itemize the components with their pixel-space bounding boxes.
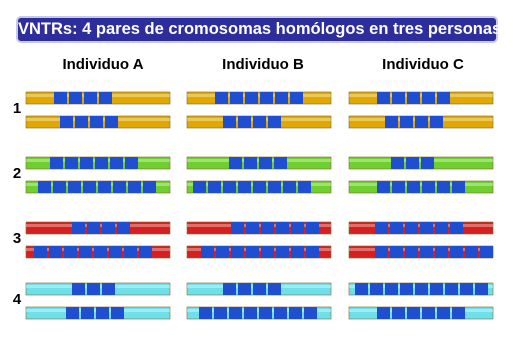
chromosome-highlight (349, 183, 493, 186)
chromosome-p1-ind3-r1 (349, 92, 493, 104)
vntr-repeat-block (102, 222, 115, 234)
vntr-repeat-block (60, 116, 73, 128)
pair-label-3: 3 (12, 230, 22, 247)
vntr-repeat-block (113, 181, 126, 193)
vntr-repeat-block (407, 181, 420, 193)
vntr-repeat-block (377, 307, 390, 319)
vntr-repeat-block (420, 222, 433, 234)
vntr-repeat-block (289, 307, 302, 319)
vntr-repeat-block (452, 307, 465, 319)
vntr-repeat-block (111, 307, 124, 319)
title-text: VNTRs: 4 pares de cromosomas homólogos en tres personas (18, 20, 502, 38)
vntr-repeat-block (370, 283, 383, 295)
vntr-repeat-block (98, 181, 111, 193)
vntr-repeat-block (79, 246, 92, 258)
chromosome-p3-ind1-r1 (26, 222, 170, 234)
vntr-repeat-block (229, 157, 242, 169)
vntr-repeat-block (87, 283, 100, 295)
vntr-repeat-block (377, 181, 390, 193)
chromosome-p2-ind1-r2 (26, 181, 170, 193)
vntr-repeat-block (385, 283, 398, 295)
vntr-repeat-block (437, 181, 450, 193)
vntr-repeat-block (422, 181, 435, 193)
vntr-repeat-block (291, 246, 304, 258)
vntr-repeat-block (392, 307, 405, 319)
vntr-repeat-block (66, 307, 79, 319)
chromosome-p2-ind1-r1 (26, 157, 170, 169)
vntr-repeat-block (231, 222, 244, 234)
vntr-repeat-block (223, 116, 236, 128)
vntr-repeat-block (421, 157, 434, 169)
vntr-repeat-block (391, 157, 404, 169)
chromosome-p3-ind2-r1 (187, 222, 331, 234)
vntr-repeat-block (238, 116, 251, 128)
vntr-repeat-block (415, 283, 428, 295)
vntr-repeat-block (53, 181, 66, 193)
vntr-repeat-block (392, 181, 405, 193)
pair-label-4: 4 (12, 291, 22, 308)
vntr-repeat-block (72, 283, 85, 295)
vntr-repeat-block (193, 181, 206, 193)
vntr-repeat-block (230, 92, 243, 104)
chromosome-p3-ind1-r2 (26, 246, 170, 258)
chromosome-p1-ind2-r1 (187, 92, 331, 104)
chromosome-p3-ind3-r2 (349, 246, 493, 258)
vntr-repeat-block (390, 222, 403, 234)
vntr-repeat-block (68, 181, 81, 193)
vntr-repeat-block (475, 283, 488, 295)
vntr-repeat-block (128, 181, 141, 193)
vntr-repeat-block (306, 222, 319, 234)
chromosome-p3-ind2-r2 (187, 246, 331, 258)
vntr-repeat-block (105, 116, 118, 128)
chromosome-p4-ind1-r2 (26, 307, 170, 319)
chromosome-highlight (349, 309, 493, 312)
vntr-repeat-block (72, 222, 85, 234)
vntr-repeat-block (355, 283, 368, 295)
vntr-repeat-block (244, 307, 257, 319)
chromosome-highlight (187, 94, 331, 97)
chromosome-p2-ind3-r1 (349, 157, 493, 169)
vntr-repeat-block (460, 283, 473, 295)
vntr-repeat-block (245, 92, 258, 104)
vntr-repeat-block (261, 222, 274, 234)
vntr-repeat-block (54, 92, 67, 104)
vntr-repeat-block (422, 92, 435, 104)
vntr-repeat-block (253, 283, 266, 295)
chromosome-p1-ind1-r1 (26, 92, 170, 104)
vntr-repeat-block (95, 157, 108, 169)
vntr-repeat-block (84, 92, 97, 104)
vntr-repeat-block (231, 246, 244, 258)
vntr-repeat-block (375, 246, 388, 258)
chromosome-p4-ind2-r1 (187, 283, 331, 295)
vntr-repeat-block (214, 307, 227, 319)
vntr-repeat-block (75, 116, 88, 128)
vntr-repeat-block (437, 307, 450, 319)
chromosome-bar (26, 92, 170, 104)
vntr-repeat-block (298, 181, 311, 193)
vntr-repeat-block (125, 157, 138, 169)
chromosome-p2-ind3-r2 (349, 181, 493, 193)
vntr-repeat-block (102, 283, 115, 295)
vntr-repeat-block (143, 181, 156, 193)
vntr-repeat-block (407, 307, 420, 319)
vntr-repeat-block (253, 116, 266, 128)
pair-label-2: 2 (12, 165, 22, 182)
vntr-repeat-block (445, 283, 458, 295)
chromosome-bar (349, 181, 493, 193)
vntr-repeat-block (261, 246, 274, 258)
vntr-repeat-block (377, 92, 390, 104)
chromosome-p4-ind3-r1 (349, 283, 493, 295)
vntr-repeat-block (430, 283, 443, 295)
vntr-repeat-block (38, 181, 51, 193)
vntr-repeat-block (124, 246, 137, 258)
vntr-repeat-block (244, 157, 257, 169)
vntr-repeat-block (201, 246, 214, 258)
column-header-c: Individuo C (382, 56, 464, 73)
chromosome-bar (349, 92, 493, 104)
chromosome-highlight (26, 94, 170, 97)
vntr-repeat-block (415, 116, 428, 128)
chromosome-p4-ind3-r2 (349, 307, 493, 319)
vntr-repeat-block (223, 181, 236, 193)
vntr-repeat-block (90, 116, 103, 128)
chromosome-p4-ind1-r1 (26, 283, 170, 295)
vntr-repeat-block (435, 222, 448, 234)
vntr-repeat-block (392, 92, 405, 104)
vntr-repeat-block (276, 246, 289, 258)
pair-label-1: 1 (12, 100, 22, 117)
vntr-repeat-block (229, 307, 242, 319)
vntr-repeat-block (268, 181, 281, 193)
vntr-repeat-block (480, 246, 493, 258)
chromosome-highlight (349, 94, 493, 97)
vntr-repeat-block (34, 246, 47, 258)
vntr-repeat-block (276, 222, 289, 234)
vntr-repeat-block (385, 116, 398, 128)
vntr-repeat-block (81, 307, 94, 319)
vntr-repeat-block (117, 222, 130, 234)
vntr-repeat-block (96, 307, 109, 319)
vntr-repeat-block (407, 92, 420, 104)
vntr-repeat-block (259, 157, 272, 169)
vntr-repeat-block (253, 181, 266, 193)
vntr-repeat-block (94, 246, 107, 258)
vntr-repeat-block (406, 157, 419, 169)
vntr-repeat-block (65, 157, 78, 169)
vntr-repeat-block (405, 246, 418, 258)
vntr-repeat-block (69, 92, 82, 104)
vntr-repeat-block (216, 246, 229, 258)
column-header-a: Individuo A (62, 56, 144, 73)
vntr-repeat-block (465, 246, 478, 258)
vntr-repeat-block (80, 157, 93, 169)
vntr-repeat-block (139, 246, 152, 258)
vntr-repeat-block (452, 181, 465, 193)
chromosome-bar (187, 92, 331, 104)
chromosome-p1-ind3-r2 (349, 116, 493, 128)
chromosome-p2-ind2-r2 (187, 181, 331, 193)
vntr-repeat-block (290, 92, 303, 104)
column-header-b: Individuo B (222, 56, 304, 73)
vntr-repeat-block (275, 92, 288, 104)
vntr-repeat-block (223, 283, 236, 295)
vntr-repeat-block (259, 307, 272, 319)
vntr-repeat-block (274, 307, 287, 319)
vntr-repeat-block (110, 157, 123, 169)
vntr-repeat-block (99, 92, 112, 104)
vntr-repeat-block (405, 222, 418, 234)
vntr-repeat-block (238, 181, 251, 193)
vntr-repeat-block (375, 222, 388, 234)
vntr-repeat-block (435, 246, 448, 258)
vntr-repeat-block (64, 246, 77, 258)
vntr-repeat-block (291, 222, 304, 234)
vntr-repeat-block (268, 283, 281, 295)
vntr-repeat-block (246, 222, 259, 234)
vntr-repeat-block (260, 92, 273, 104)
vntr-repeat-block (450, 222, 463, 234)
vntr-repeat-block (246, 246, 259, 258)
vntr-repeat-block (283, 181, 296, 193)
chromosome-p1-ind2-r2 (187, 116, 331, 128)
chromosome-bar (349, 307, 493, 319)
vntr-repeat-block (109, 246, 122, 258)
chromosome-p3-ind3-r1 (349, 222, 493, 234)
vntr-repeat-block (304, 307, 317, 319)
vntr-repeat-block (437, 92, 450, 104)
vntr-repeat-block (83, 181, 96, 193)
vntr-repeat-block (422, 307, 435, 319)
vntr-repeat-block (215, 92, 228, 104)
vntr-repeat-block (199, 307, 212, 319)
vntr-repeat-block (450, 246, 463, 258)
chromosome-p4-ind2-r2 (187, 307, 331, 319)
vntr-repeat-block (50, 157, 63, 169)
vntr-repeat-block (306, 246, 319, 258)
vntr-repeat-block (238, 283, 251, 295)
vntr-repeat-block (400, 283, 413, 295)
vntr-repeat-block (208, 181, 221, 193)
vntr-repeat-block (49, 246, 62, 258)
chromosome-p1-ind1-r2 (26, 116, 170, 128)
vntr-repeat-block (430, 116, 443, 128)
vntr-repeat-block (400, 116, 413, 128)
vntr-repeat-block (268, 116, 281, 128)
vntr-repeat-block (274, 157, 287, 169)
vntr-repeat-block (87, 222, 100, 234)
chromosome-p2-ind2-r1 (187, 157, 331, 169)
vntr-repeat-block (390, 246, 403, 258)
vntr-repeat-block (420, 246, 433, 258)
